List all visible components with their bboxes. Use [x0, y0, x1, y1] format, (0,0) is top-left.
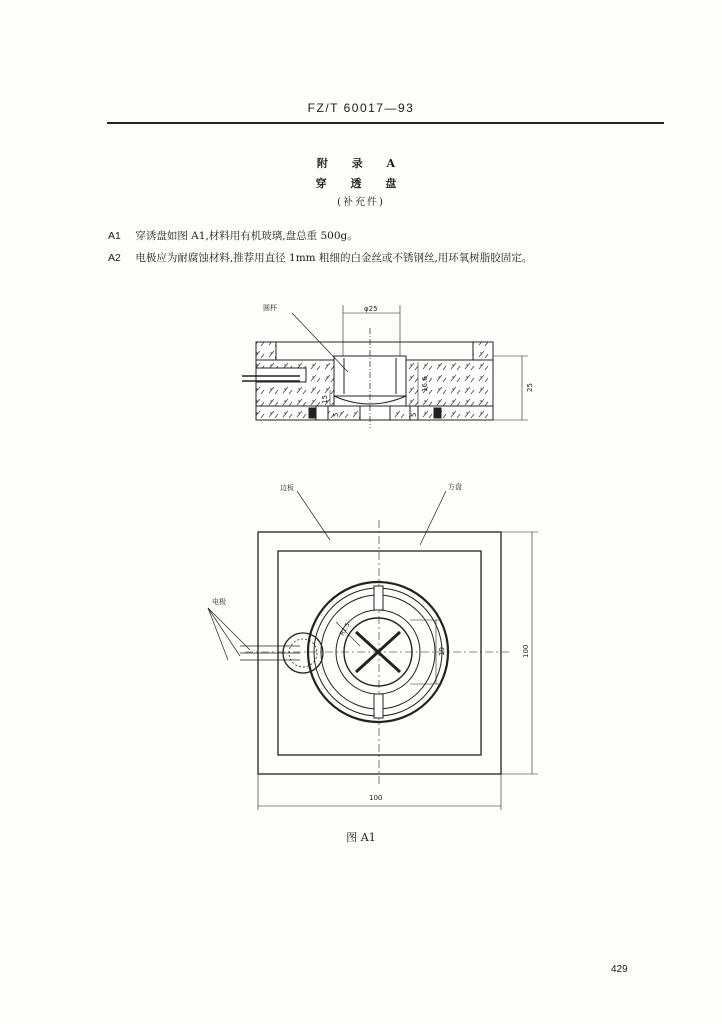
appendix-name: 穿 透 盘: [315, 177, 407, 190]
dim-15: 15: [321, 395, 329, 404]
paragraph-label: A2: [108, 252, 121, 264]
dim-phi25: φ25: [364, 305, 378, 313]
label-edge-plate: 边板: [280, 484, 294, 492]
paragraph-label: A1: [108, 230, 121, 242]
appendix-note: (补充件): [337, 197, 385, 208]
page-header-code: FZ/T 60017—93: [307, 101, 415, 115]
figure-caption: 图 A1: [346, 831, 376, 844]
section-view: [242, 305, 528, 428]
dim-19: 19: [438, 647, 446, 656]
page-number: 429: [611, 964, 628, 975]
dim-5-left: 5: [332, 412, 340, 417]
dim-100-vertical: 100: [522, 644, 530, 658]
plan-view: [208, 491, 538, 810]
label-cup: 圆杯: [263, 304, 277, 312]
paragraph-text: 穿诱盘如图 A1,材料用有机玻璃,盘总重 500g。: [135, 230, 358, 242]
paragraph-text: 电极应为耐腐蚀材料,推荐用直径 1mm 粗细的白金丝或不锈钢丝,用环氧树脂胶固定。: [135, 252, 533, 264]
label-electrode: 电极: [212, 598, 226, 606]
dim-5-right: 5: [410, 412, 418, 417]
dim-25: 25: [526, 383, 534, 392]
label-square-plate: 方盘: [448, 483, 462, 491]
appendix-title: 附 录 A: [316, 157, 406, 170]
dim-16-6: 16.6: [421, 376, 429, 392]
dim-100-horizontal: 100: [369, 794, 383, 802]
dim-r1-5: R1.5: [338, 621, 352, 637]
